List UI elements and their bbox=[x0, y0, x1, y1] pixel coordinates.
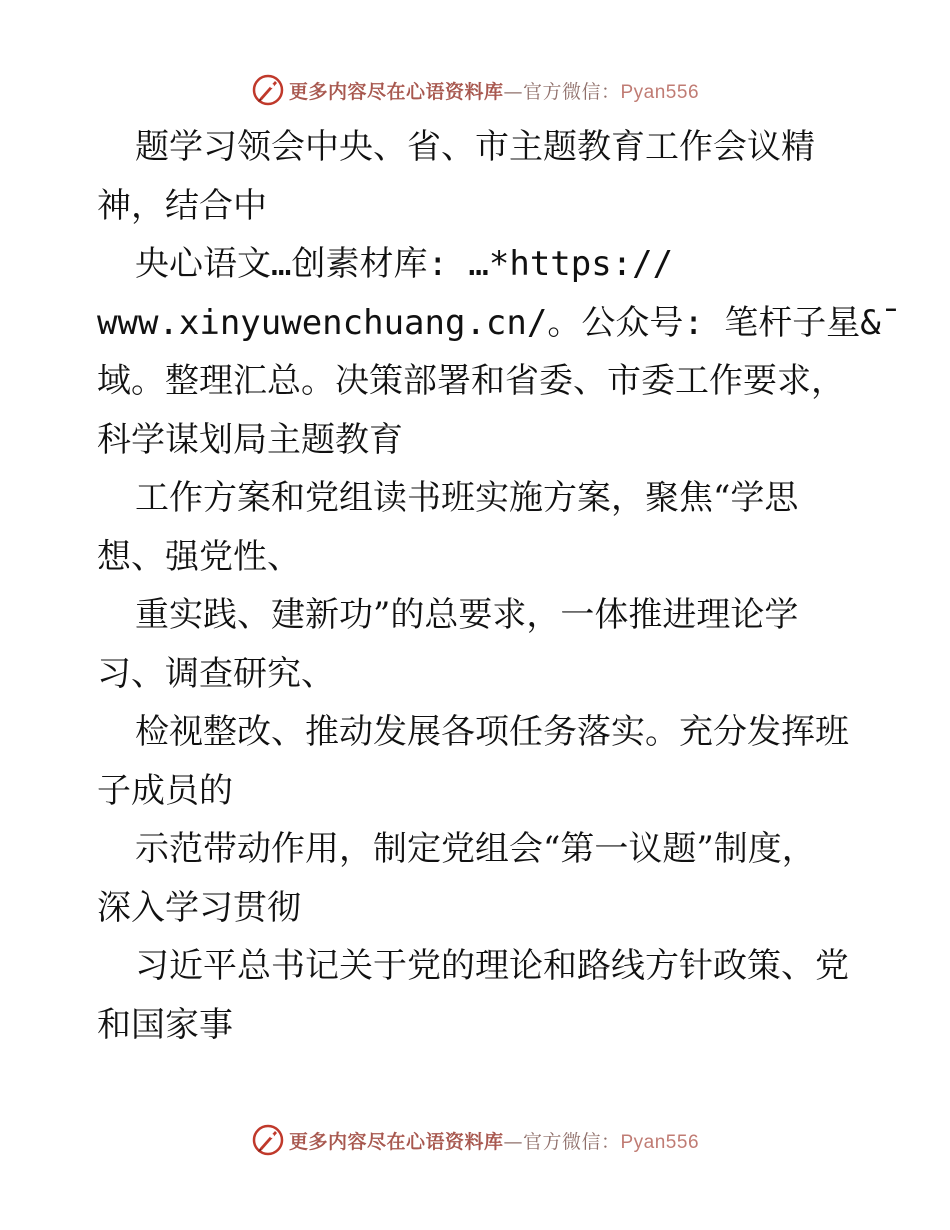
body-line: 和国家事 bbox=[97, 1004, 233, 1045]
body-line: 科学谋划局主题教育 bbox=[97, 419, 403, 460]
banner-main-text: 更多内容尽在心语资料库 bbox=[288, 80, 504, 103]
header-banner bbox=[0, 72, 950, 108]
banner-handle: Pyan556 bbox=[620, 1131, 700, 1153]
body-line: 示范带动作用，制定党组会“第一议题”制度， bbox=[135, 829, 816, 869]
footer-banner bbox=[0, 1122, 950, 1158]
banner-main-text: 更多内容尽在心语资料库 bbox=[288, 1130, 504, 1153]
body-line: 神，结合中 bbox=[97, 185, 267, 226]
body-line: 题学习领会中央、省、市主题教育工作会议精 bbox=[135, 127, 815, 167]
body-line: 工作方案和党组读书班实施方案，聚焦“学思 bbox=[135, 478, 799, 518]
banner-text bbox=[289, 1127, 699, 1154]
document-body bbox=[97, 118, 902, 1054]
body-line: 习、调查研究、 bbox=[97, 653, 335, 694]
quill-pen-logo-icon bbox=[251, 1123, 285, 1157]
banner-label: 官方微信： bbox=[522, 1130, 621, 1153]
body-line: 习近平总书记关于党的理论和路线方针政策、党 bbox=[135, 946, 849, 986]
banner-text bbox=[289, 77, 699, 104]
body-line: 想、强党性、 bbox=[97, 536, 301, 577]
body-line: 检视整改、推动发展各项任务落实。充分发挥班 bbox=[135, 712, 849, 752]
body-line: 子成员的 bbox=[97, 770, 233, 811]
banner-dash: — bbox=[503, 1130, 523, 1153]
body-line: 深入学习贯彻 bbox=[97, 887, 301, 928]
body-line: 央心语文…创素材库: …*https:// bbox=[135, 244, 674, 284]
body-line: www.xinyuwenchuang.cn/。公众号: 笔杆子星&¯ bbox=[97, 302, 902, 343]
banner-dash: — bbox=[503, 80, 523, 103]
banner-handle: Pyan556 bbox=[620, 81, 700, 103]
banner-label: 官方微信： bbox=[522, 80, 621, 103]
body-line: 重实践、建新功”的总要求，一体推进理论学 bbox=[135, 595, 799, 635]
body-line: 域。整理汇总。决策部署和省委、市委工作要求， bbox=[97, 361, 845, 401]
quill-pen-logo-icon bbox=[251, 73, 285, 107]
